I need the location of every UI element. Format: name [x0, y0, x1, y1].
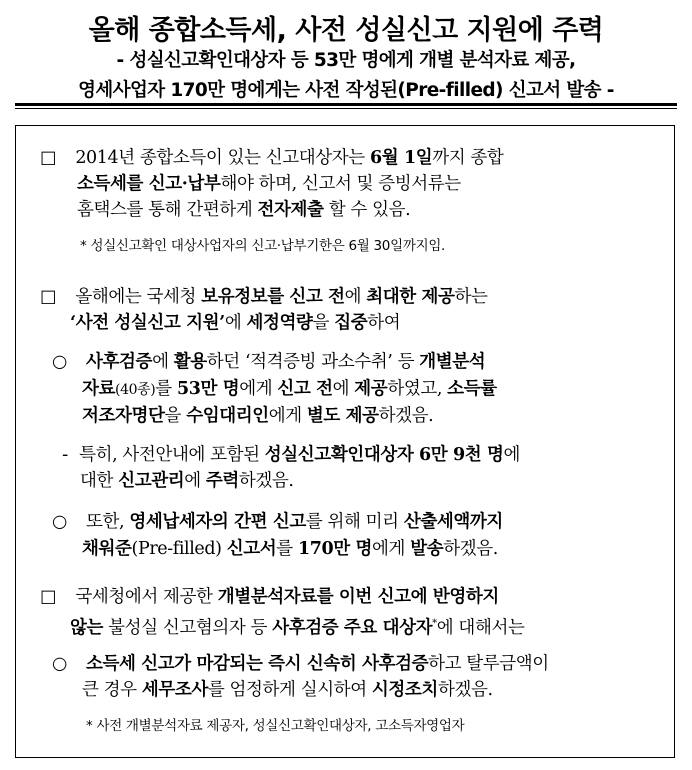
circle-item-3-line-2: 큰 경우 세무조사를 엄정하게 실시하여 시정조치하겠음. — [82, 680, 493, 700]
section-1-footnote: * 성실신고확인 대상사업자의 신고·납부기한은 6월 30일까지임. — [80, 238, 446, 254]
square-bullet-icon: □ — [40, 148, 57, 168]
section-1-line-2: 소득세를 신고·납부해야 하며, 신고서 및 증빙서류는 — [77, 174, 461, 194]
dash-bullet-icon: - — [62, 445, 68, 465]
page-title: 올해 종합소득세, 사전 성실신고 지원에 주력 — [88, 15, 604, 46]
circle-bullet-icon: ○ — [52, 512, 67, 532]
circle-bullet-icon: ○ — [52, 654, 67, 674]
section-2-line-2: ‘사전 성실신고 지원’에 세정역량을 집중하여 — [70, 313, 401, 333]
footnote-star-icon: * — [86, 718, 93, 734]
section-2-line-1: □ 올해에는 국세청 보유정보를 신고 전에 최대한 제공하는 — [40, 287, 488, 307]
section-1-line-1: □ 2014년 종합소득이 있는 신고대상자는 6월 1일까지 종합 — [40, 148, 504, 168]
divider-thick — [15, 103, 677, 106]
subtitle-line-1: - 성실신고확인대상자 등 53만 명에게 개별 분석자료 제공, — [116, 50, 576, 71]
circle-item-2-line-2: 채워준(Pre-filled) 신고서를 170만 명에게 발송하겠음. — [82, 539, 498, 559]
dash-item-line-2: 대한 신고관리에 주력하겠음. — [80, 471, 294, 491]
circle-bullet-icon: ○ — [52, 352, 67, 372]
section-3-line-2: 않는 불성실 신고혐의자 등 사후검증 주요 대상자*에 대해서는 — [70, 617, 525, 638]
footnote-star-icon: * — [80, 238, 87, 254]
circle-item-1-line-3: 저조자명단을 수임대리인에게 별도 제공하겠음. — [82, 406, 434, 426]
subtitle-line-2: 영세사업자 170만 명에게는 사전 작성된(Pre-filled) 신고서 발송 - — [78, 80, 614, 101]
section-3-line-1: □ 국세청에서 제공한 개별분석자료를 이번 신고에 반영하지 — [40, 587, 499, 607]
section-3-footnote: * 사전 개별분석자료 제공자, 성실신고확인대상자, 고소득자영업자 — [86, 718, 465, 734]
circle-item-2-line-1: ○ 또한, 영세납세자의 간편 신고를 위해 미리 산출세액까지 — [52, 512, 503, 532]
circle-item-1-line-2: 자료(40종)를 53만 명에게 신고 전에 제공하였고, 소득률 — [82, 379, 497, 399]
section-1-line-3: 홈택스를 통해 간편하게 전자제출 할 수 있음. — [77, 200, 411, 220]
circle-item-1-line-1: ○ 사후검증에 활용하던 ‘적격증빙 과소수취’ 등 개별분석 — [52, 352, 486, 372]
square-bullet-icon: □ — [40, 287, 57, 307]
circle-item-3-line-1: ○ 소득세 신고가 마감되는 즉시 신속히 사후검증하고 탈루금액이 — [52, 654, 549, 674]
dash-item-line-1: - 특히, 사전안내에 포함된 성실신고확인대상자 6만 9천 명에 — [62, 445, 521, 465]
footnote-star-icon: * — [432, 618, 437, 629]
square-bullet-icon: □ — [40, 587, 57, 607]
divider-thin — [15, 108, 677, 109]
